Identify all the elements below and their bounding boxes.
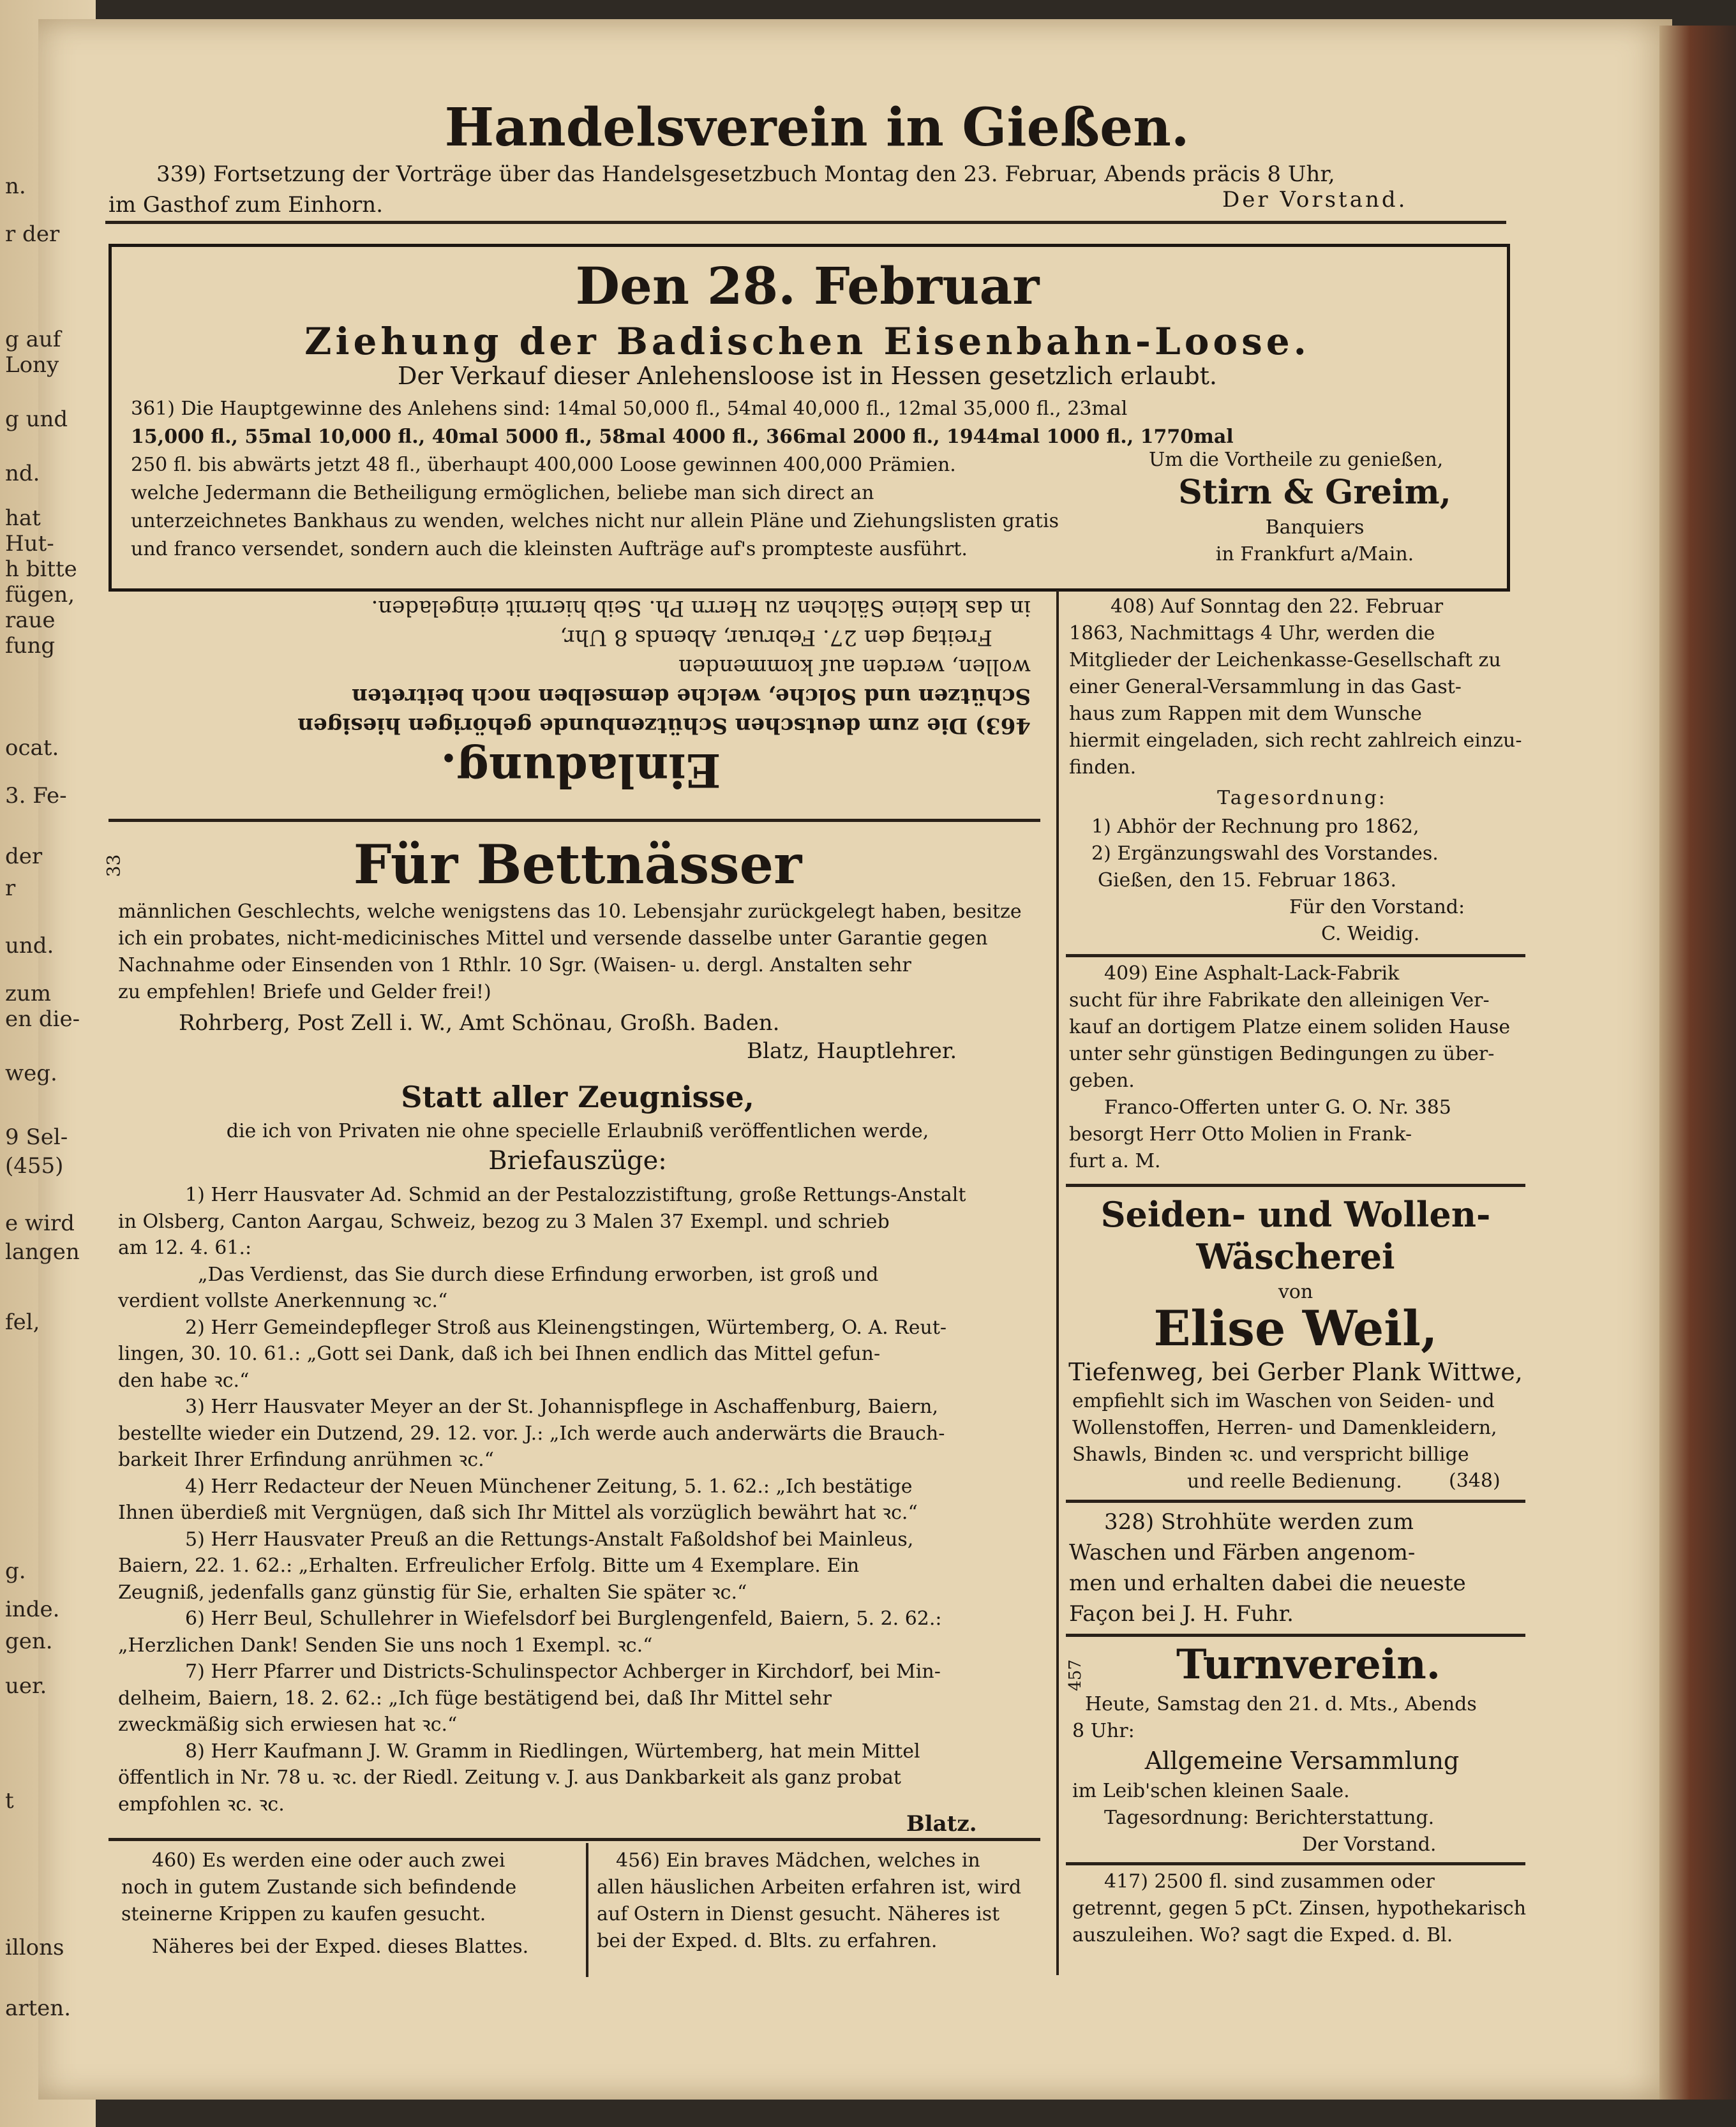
strohhuete-line: men und erhalten dabei die neueste <box>1069 1571 1466 1596</box>
testimonial-line: 4) Herr Redacteur der Neuen Münchener Zeitung, 5. 1. 62.: „Ich bestätige <box>185 1475 913 1498</box>
testimonials-heading: Statt aller Zeugnisse, <box>401 1080 754 1114</box>
margin-fragment: inde. <box>5 1597 60 1622</box>
bettnaesser-signature: Blatz, Hauptlehrer. <box>747 1038 957 1064</box>
margin-fragment: uer. <box>5 1673 47 1699</box>
asphalt-line: 409) Eine Asphalt-Lack-Fabrik <box>1104 962 1400 985</box>
leichenkasse-agenda-2: 2) Ergänzungswahl des Vorstandes. <box>1091 842 1439 865</box>
testimonial-line: lingen, 30. 10. 61.: „Gott sei Dank, daß ich bei Ihnen endlich das Mittel gefun- <box>118 1343 881 1365</box>
margin-fragment: der <box>5 844 43 869</box>
margin-fragment: t <box>5 1788 14 1814</box>
einladung-line1: 463) Die zum deutschen Schützenbunde gehörigen hiesigen <box>297 713 1031 738</box>
divider <box>1066 1500 1525 1503</box>
margin-fragment: gen. <box>5 1629 53 1654</box>
testimonial-line: 8) Herr Kaufmann J. W. Gramm in Riedlingen, Würtemberg, hat mein Mittel <box>185 1740 920 1763</box>
leichenkasse-line: 408) Auf Sonntag den 22. Februar <box>1111 595 1444 618</box>
asphalt-line: sucht für ihre Fabrikate den alleinigen Ver- <box>1069 989 1490 1011</box>
testimonial-line: 2) Herr Gemeindepfleger Stroß aus Kleinengstingen, Würtemberg, O. A. Reut- <box>185 1316 947 1339</box>
maedchen-line4: bei der Exped. d. Blts. zu erfahren. <box>597 1930 938 1952</box>
column-rule <box>586 1843 588 1977</box>
geld-line3: auszuleihen. Wo? sagt die Exped. d. Bl. <box>1072 1924 1453 1946</box>
waescherei-von: von <box>1278 1281 1313 1303</box>
margin-fragment: illons <box>5 1935 64 1960</box>
margin-fragment: fel, <box>5 1310 40 1335</box>
margin-fragment: (455) <box>5 1153 64 1179</box>
leichenkasse-line: 1863, Nachmittags 4 Uhr, werden die <box>1069 622 1435 645</box>
lottery-line1: 361) Die Hauptgewinne des Anlehens sind: 14mal 50,000 fl., 54mal 40,000 fl., 12mal 35,000 fl., 23mal <box>131 398 1128 420</box>
bettnaesser-line: ich ein probates, nicht-medicinisches Mittel und versende dasselbe unter Garantie gegen <box>118 927 988 950</box>
einladung-line2: Schützen und Solche, welche demselben noch beitreten <box>352 683 1031 709</box>
testimonial-line: empfohlen ꝛc. ꝛc. <box>118 1793 285 1816</box>
krippen-line3: steinerne Krippen zu kaufen gesucht. <box>121 1903 486 1925</box>
margin-fragment: Lony <box>5 352 59 378</box>
waescherei-name: Elise Weil, <box>1153 1300 1438 1357</box>
testimonial-line: 5) Herr Hausvater Preuß an die Rettungs-Anstalt Faßoldshof bei Mainleus, <box>185 1528 914 1551</box>
testimonial-line: „Das Verdienst, das Sie durch diese Erfindung erworben, ist groß und <box>198 1263 879 1286</box>
testimonial-line: 3) Herr Hausvater Meyer an der St. Johannispflege in Aschaffenburg, Baiern, <box>185 1396 938 1418</box>
waescherei-line: empfiehlt sich im Waschen von Seiden- und <box>1072 1390 1495 1412</box>
krippen-line2: noch in gutem Zustande sich befindende <box>121 1876 517 1899</box>
maedchen-line3: auf Ostern in Dienst gesucht. Näheres ist <box>597 1903 1000 1925</box>
testimonial-line: 1) Herr Hausvater Ad. Schmid an der Pestalozzistiftung, große Rettungs-Anstalt <box>185 1184 966 1206</box>
testimonial-line: öffentlich in Nr. 78 u. ꝛc. der Riedl. Zeitung v. J. aus Dankbarkeit als ganz probat <box>118 1766 901 1789</box>
turnverein-sign: Der Vorstand. <box>1302 1833 1437 1856</box>
geld-line2: getrennt, gegen 5 pCt. Zinsen, hypothekarisch <box>1072 1897 1527 1920</box>
einladung-title: Einladung. <box>440 743 721 798</box>
testimonial-line: Baiern, 22. 1. 62.: „Erhalten. Erfreulicher Erfolg. Bitte um 4 Exemplare. Ein <box>118 1555 860 1577</box>
margin-fragment: r der <box>5 221 60 247</box>
divider <box>1066 1862 1525 1865</box>
leichenkasse-line: hiermit eingeladen, sich recht zahlreich einzu- <box>1069 729 1522 752</box>
divider <box>1066 1184 1525 1187</box>
margin-fragment: raue <box>5 608 56 633</box>
testimonial-line: 6) Herr Beul, Schullehrer in Wiefelsdorf bei Burglengenfeld, Baiern, 5. 2. 62.: <box>185 1608 942 1630</box>
strohhuete-line: Waschen und Färben angenom- <box>1069 1540 1416 1565</box>
einladung-line3: wollen, werden auf kommenden <box>678 654 1031 680</box>
lottery-firm: Stirn & Greim, <box>1178 473 1451 512</box>
asphalt-line: kauf an dortigem Platze einem soliden Hause <box>1069 1016 1511 1038</box>
margin-fragment: g. <box>5 1558 26 1584</box>
leichenkasse-line: finden. <box>1069 756 1137 779</box>
lottery-line3: 250 fl. bis abwärts jetzt 48 fl., überhaupt 400,000 Loose gewinnen 400,000 Prämien. <box>131 454 956 476</box>
krippen-line4: Näheres bei der Exped. dieses Blattes. <box>152 1936 529 1958</box>
margin-fragment: g auf <box>5 327 61 352</box>
bettnaesser-line: zu empfehlen! Briefe und Gelder frei!) <box>118 981 491 1003</box>
margin-fragment: ocat. <box>5 735 59 761</box>
leichenkasse-line: einer General-Versammlung in das Gast- <box>1069 676 1462 698</box>
einladung-ad <box>112 593 1050 804</box>
handelsverein-line2: im Gasthof zum Einhorn. <box>108 192 383 218</box>
margin-fragment: g und <box>5 407 68 432</box>
lottery-title: Ziehung der Badischen Eisenbahn-Loose. <box>304 320 1310 363</box>
divider <box>1066 954 1525 957</box>
lottery-line3-right: Um die Vortheile zu genießen, <box>1149 449 1444 471</box>
margin-fragment: h bitte <box>5 556 77 582</box>
lottery-date: Den 28. Februar <box>575 256 1040 316</box>
book-edge <box>1659 26 1736 2100</box>
margin-fragment: 9 Sel- <box>5 1124 68 1150</box>
turnverein-line5: Tagesordnung: Berichterstattung. <box>1104 1807 1435 1829</box>
margin-fragment: 3. Fe- <box>5 783 67 809</box>
divider <box>105 221 1506 224</box>
testimonials-subheading: die ich von Privaten nie ohne specielle Erlaubniß veröffentlichen werde, <box>226 1120 929 1142</box>
bettnaesser-line: männlichen Geschlechts, welche wenigstens das 10. Lebensjahr zurückgelegt haben, besitze <box>118 900 1022 923</box>
turnverein-number: 457 <box>1065 1659 1085 1691</box>
bettnaesser-line: Nachnahme oder Einsenden von 1 Rthlr. 10 Sgr. (Waisen- u. dergl. Anstalten sehr <box>118 954 911 976</box>
margin-fragment: zum <box>5 981 52 1006</box>
turnverein-title: Turnverein. <box>1176 1641 1440 1689</box>
asphalt-line: Franco-Offerten unter G. O. Nr. 385 <box>1104 1096 1451 1119</box>
einladung-line4: Freitag den 27. Februar, Abends 8 Uhr, <box>560 625 992 650</box>
turnverein-line2: 8 Uhr: <box>1072 1720 1135 1742</box>
margin-fragment: en die- <box>5 1006 80 1032</box>
asphalt-line: furt a. M. <box>1069 1150 1161 1172</box>
margin-fragment: langen <box>5 1239 80 1265</box>
testimonial-line: zweckmäßig sich erwiesen hat ꝛc.“ <box>118 1713 458 1736</box>
asphalt-line: unter sehr günstigen Bedingungen zu über- <box>1069 1043 1495 1065</box>
handelsverein-line1: 339) Fortsetzung der Vorträge über das Handelsgesetzbuch Montag den 23. Februar, Abends präcis 8 Uhr, <box>156 161 1335 187</box>
divider <box>1066 1634 1525 1637</box>
lottery-line6: und franco versendet, sondern auch die kleinsten Aufträge auf's prompteste ausführt. <box>131 538 968 560</box>
leichenkasse-line: haus zum Rappen mit dem Wunsche <box>1069 703 1422 725</box>
waescherei-line: Wollenstoffen, Herren- und Damenkleidern, <box>1072 1417 1497 1439</box>
turnverein-line1: Heute, Samstag den 21. d. Mts., Abends <box>1085 1693 1477 1715</box>
waescherei-line: und reelle Bedienung. <box>1187 1470 1402 1493</box>
lottery-line5: unterzeichnetes Bankhaus zu wenden, welches nicht nur allein Pläne und Ziehungslisten gratis <box>131 510 1059 532</box>
column-rule <box>1056 590 1059 1975</box>
testimonial-line: den habe ꝛc.“ <box>118 1369 250 1392</box>
testimonial-line: bestellte wieder ein Dutzend, 29. 12. vor. J.: „Ich werde auch anderwärts die Brauch- <box>118 1422 945 1445</box>
testimonial-line: barkeit Ihrer Erfindung anrühmen ꝛc.“ <box>118 1449 494 1471</box>
bettnaesser-number: 33 <box>103 854 124 877</box>
waescherei-line: Shawls, Binden ꝛc. und verspricht billige <box>1072 1444 1469 1466</box>
margin-fragment: und. <box>5 933 54 959</box>
lottery-firm-role: Banquiers <box>1265 516 1365 539</box>
testimonial-line: delheim, Baiern, 18. 2. 62.: „Ich füge bestätigend bei, daß Ihr Mittel sehr <box>118 1687 832 1710</box>
divider <box>108 1838 1040 1841</box>
bettnaesser-title: Für Bettnässer <box>353 833 802 896</box>
margin-fragment: n. <box>5 174 26 199</box>
strohhuete-line: Façon bei J. H. Fuhr. <box>1069 1601 1294 1627</box>
margin-fragment: hat <box>5 505 41 531</box>
waescherei-number: (348) <box>1449 1470 1500 1492</box>
lottery-subtitle: Der Verkauf dieser Anlehensloose ist in Hessen gesetzlich erlaubt. <box>397 362 1217 390</box>
margin-fragment: e wird <box>5 1211 75 1236</box>
testimonial-line: in Olsberg, Canton Aargau, Schweiz, bezog zu 3 Malen 37 Exempl. und schrieb <box>118 1210 890 1233</box>
leichenkasse-agenda: Tagesordnung: <box>1217 787 1387 809</box>
lottery-line2: 15,000 fl., 55mal 10,000 fl., 40mal 5000 fl., 58mal 4000 fl., 366mal 2000 fl., 1944mal 1000 fl., 1770mal <box>131 426 1234 448</box>
testimonial-line: Ihnen überdieß mit Vergnügen, daß sich Ihr Mittel als vorzüglich bewährt hat ꝛc.“ <box>118 1502 918 1524</box>
margin-fragment: arten. <box>5 1996 71 2021</box>
margin-fragment: nd. <box>5 461 40 486</box>
lottery-line4: welche Jedermann die Betheiligung ermöglichen, beliebe man sich direct an <box>131 482 874 504</box>
margin-fragment: fung <box>5 633 56 659</box>
maedchen-line1: 456) Ein braves Mädchen, welches in <box>616 1849 980 1872</box>
testimonials-signature: Blatz. <box>906 1811 977 1837</box>
maedchen-line2: allen häuslichen Arbeiten erfahren ist, wird <box>597 1876 1022 1899</box>
divider <box>108 819 1040 822</box>
krippen-line1: 460) Es werden eine oder auch zwei <box>152 1849 505 1872</box>
leichenkasse-sign: C. Weidig. <box>1321 923 1420 945</box>
turnverein-line4: im Leib'schen kleinen Saale. <box>1072 1780 1350 1802</box>
handelsverein-sign: Der Vorstand. <box>1222 187 1408 213</box>
handelsverein-title: Handelsverein in Gießen. <box>444 97 1190 158</box>
lottery-firm-place: in Frankfurt a/Main. <box>1215 543 1414 565</box>
turnverein-line3: Allgemeine Versammlung <box>1144 1747 1460 1775</box>
waescherei-title-2: Wäscherei <box>1196 1236 1395 1277</box>
einladung-line5: in das kleine Sälchen zu Herrn Ph. Seib hiermit eingeladen. <box>371 595 1031 621</box>
geld-line1: 417) 2500 fl. sind zusammen oder <box>1104 1870 1435 1893</box>
margin-fragment: weg. <box>5 1061 57 1086</box>
testimonials-letters-heading: Briefauszüge: <box>488 1146 667 1175</box>
testimonial-line: am 12. 4. 61.: <box>118 1237 252 1259</box>
asphalt-line: geben. <box>1069 1070 1135 1092</box>
leichenkasse-agenda-1: 1) Abhör der Rechnung pro 1862, <box>1091 816 1419 838</box>
bettnaesser-address: Rohrberg, Post Zell i. W., Amt Schönau, Großh. Baden. <box>179 1010 780 1036</box>
margin-fragment: Hut- <box>5 531 54 556</box>
margin-fragment: r <box>5 876 16 901</box>
asphalt-line: besorgt Herr Otto Molien in Frank- <box>1069 1123 1412 1146</box>
waescherei-address: Tiefenweg, bei Gerber Plank Wittwe, <box>1068 1358 1523 1386</box>
strohhuete-line: 328) Strohhüte werden zum <box>1104 1509 1414 1535</box>
testimonial-line: 7) Herr Pfarrer und Districts-Schulinspector Achberger in Kirchdorf, bei Min- <box>185 1661 941 1683</box>
testimonial-line: Zeugniß, jedenfalls ganz günstig für Sie, erhalten Sie später ꝛc.“ <box>118 1581 747 1604</box>
waescherei-title-1: Seiden- und Wollen- <box>1100 1194 1491 1235</box>
testimonial-line: verdient vollste Anerkennung ꝛc.“ <box>118 1290 448 1312</box>
leichenkasse-place: Gießen, den 15. Februar 1863. <box>1098 869 1397 892</box>
leichenkasse-line: Mitglieder der Leichenkasse-Gesellschaft zu <box>1069 649 1501 671</box>
leichenkasse-for: Für den Vorstand: <box>1289 896 1465 918</box>
margin-fragment: fügen, <box>5 582 75 608</box>
testimonial-line: „Herzlichen Dank! Senden Sie uns noch 1 Exempl. ꝛc.“ <box>118 1634 653 1657</box>
